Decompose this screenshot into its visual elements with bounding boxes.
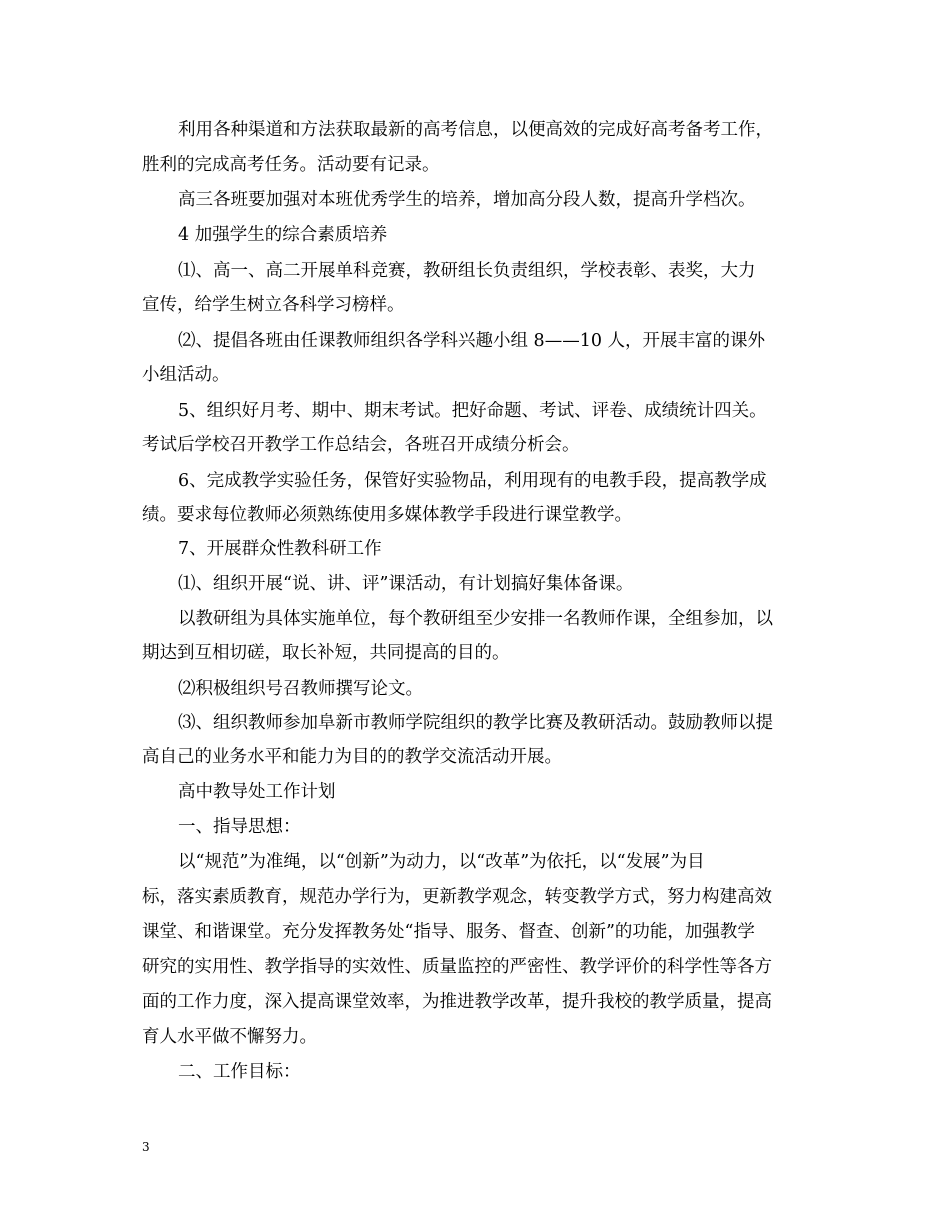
- paragraph-line: 利用各种渠道和方法获取最新的高考信息，以便高效的完成好高考备考工作，: [178, 120, 773, 140]
- paragraph-line: 6、完成教学实验任务，保管好实验物品，利用现有的电教手段，提高教学成: [178, 471, 767, 491]
- paragraph-line: 期达到互相切磋，取长补短，共同提高的目的。: [142, 643, 510, 663]
- paragraph-line: 小组活动。: [142, 365, 230, 385]
- paragraph-line: 考试后学校召开教学工作总结会，各班召开成绩分析会。: [142, 435, 580, 455]
- paragraph-line: 以“规范”为准绳，以“创新”为动力，以“改革”为依托，以“发展”为目: [178, 852, 705, 872]
- page-number: 3: [142, 1140, 150, 1154]
- paragraph-line: 面的工作力度，深入提高课堂效率，为推进教学改革，提升我校的教学质量，提高: [142, 992, 772, 1012]
- paragraph-line: 高三各班要加强对本班优秀学生的培养，增加高分段人数，提高升学档次。: [178, 190, 756, 210]
- paragraph-line: 5、组织好月考、期中、期末考试。把好命题、考试、评卷、成绩统计四关。: [178, 401, 767, 421]
- paragraph-line: 胜利的完成高考任务。活动要有记录。: [142, 155, 440, 175]
- paragraph-line: ⑶、组织教师参加阜新市教师学院组织的教学比赛及教研活动。鼓励教师以提: [178, 713, 773, 733]
- paragraph-line: 育人水平做不懈努力。: [142, 1027, 317, 1047]
- paragraph-line: 绩。要求每位教师必须熟练使用多媒体教学手段进行课堂教学。: [142, 505, 632, 525]
- paragraph-line: 标，落实素质教育，规范办学行为，更新教学观念，转变教学方式，努力构建高效: [142, 887, 772, 907]
- paragraph-line: 一、指导思想：: [178, 817, 301, 837]
- paragraph-line: 课堂、和谐课堂。充分发挥教务处“指导、服务、督查、创新”的功能，加强教学: [142, 922, 755, 942]
- paragraph-line: ⑵积极组织号召教师撰写论文。: [178, 679, 423, 699]
- paragraph-line: 研究的实用性、教学指导的实效性、质量监控的严密性、教学评价的科学性等各方: [142, 957, 772, 977]
- paragraph-line: 高自己的业务水平和能力为目的的教学交流活动开展。: [142, 747, 562, 767]
- paragraph-line: ⑴、组织开展“说、讲、评”课活动，有计划搞好集体备课。: [178, 574, 634, 594]
- paragraph-line: 二、工作目标：: [178, 1062, 301, 1082]
- paragraph-line: 宣传，给学生树立各科学习榜样。: [142, 295, 405, 315]
- paragraph-line: 高中教导处工作计划: [178, 782, 336, 802]
- paragraph-line: 以教研组为具体实施单位，每个教研组至少安排一名教师作课，全组参加，以: [178, 609, 773, 629]
- paragraph-line: ⑴、高一、高二开展单科竞赛，教研组长负责组织，学校表彰、表奖，大力: [178, 261, 756, 281]
- paragraph-line: 4 加强学生的综合素质培养: [178, 225, 388, 245]
- paragraph-line: 7、开展群众性教科研工作: [178, 539, 382, 559]
- paragraph-line: ⑵、提倡各班由任课教师组织各学科兴趣小组 8——10 人，开展丰富的课外: [178, 331, 766, 351]
